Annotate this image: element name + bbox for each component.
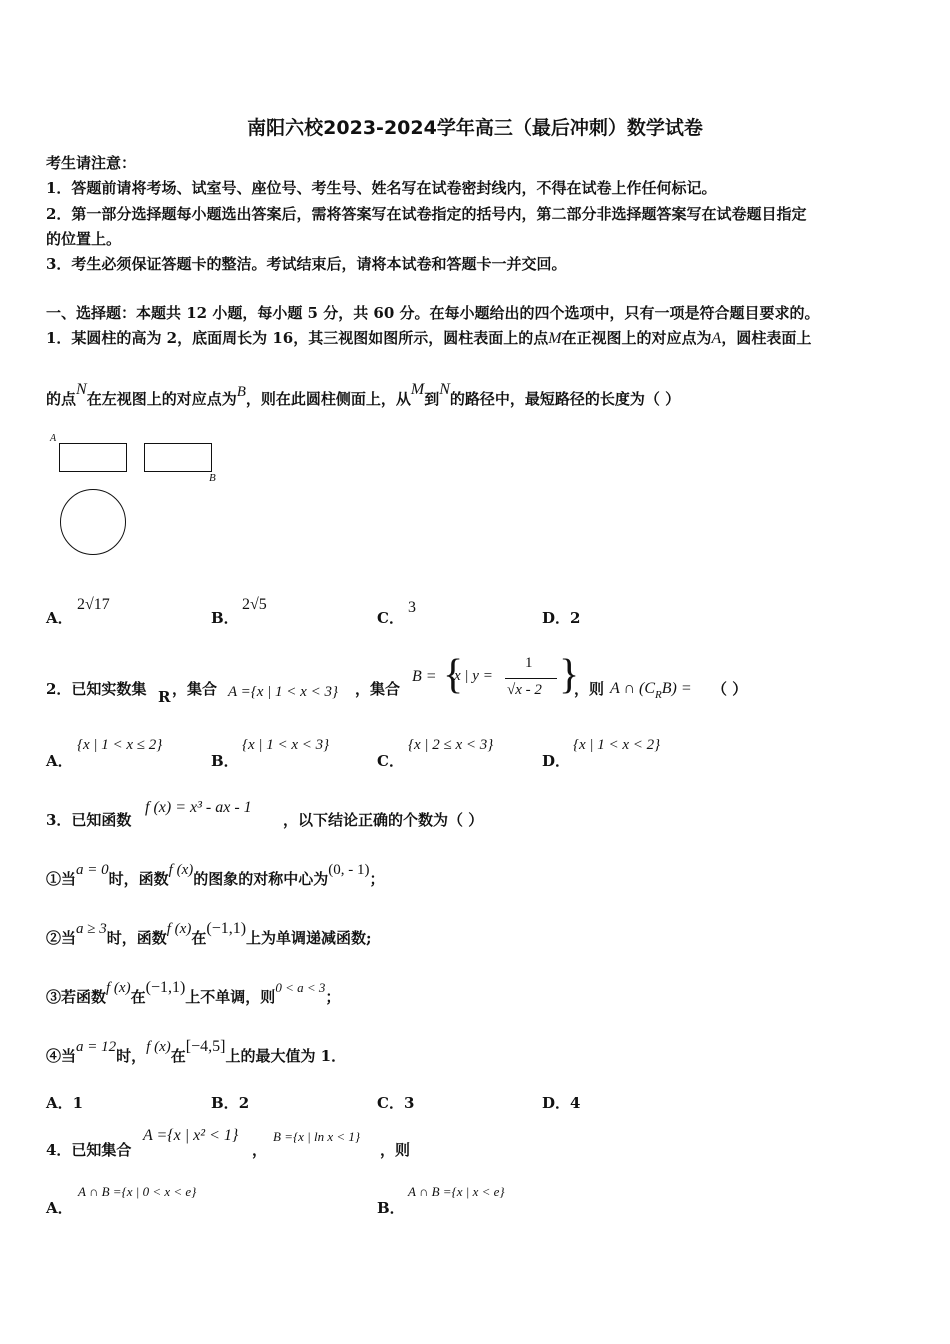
- q3-option-d-value: 4: [570, 1094, 581, 1112]
- notice-item-2-cont: 的位置上。: [46, 230, 122, 248]
- q3-s4-a: ④当: [46, 1047, 77, 1065]
- q3-s1-b: 时，函数: [108, 870, 169, 888]
- q2-set-b-label: B =: [412, 668, 437, 685]
- q3-text-2: ，以下结论正确的个数为（ ）: [283, 811, 484, 829]
- notice-item-2: 2．第一部分选择题每小题选出答案后，需将答案写在试卷指定的括号内，第二部分非选择题答案写在试卷题目指定: [46, 205, 807, 223]
- q3-s2-a: ②当: [46, 929, 77, 947]
- q3-s4-m2: f (x): [146, 1039, 171, 1055]
- q1-option-a-label: A．: [46, 609, 73, 627]
- q3-option-c-value: 3: [403, 1094, 415, 1112]
- q4-text-1: 4．已知集合: [46, 1141, 132, 1159]
- page-title: 南阳六校2023-2024学年高三（最后冲刺）数学试卷: [247, 117, 703, 139]
- q3-s4-c: 在: [170, 1047, 186, 1065]
- q3-statement-4: [46, 1038, 347, 1066]
- q4-set-b: B ={x | ln x < 1}: [273, 1129, 361, 1144]
- q2-option-b-value: {x | 1 < x < 3}: [242, 737, 330, 753]
- q2-brace-left: {: [443, 652, 464, 698]
- q3-s3-m2: (−1,1): [145, 979, 186, 996]
- q1-option-d: [542, 607, 580, 628]
- fig-label-a: A: [50, 433, 57, 444]
- top-view-circle: [60, 489, 126, 555]
- q1-option-d-label: D．: [542, 609, 571, 627]
- q2-real-set: R: [158, 688, 171, 706]
- q1-text-a: 1．某圆柱的高为 2，底面周长为 16，其三视图如图所示，圆柱表面上的点: [46, 329, 549, 347]
- q3-s2-m1: a ≥ 3: [76, 921, 107, 937]
- q3-s2-m3: (−1,1): [206, 920, 247, 937]
- q2-text-3: ，集合: [355, 680, 401, 698]
- q2-option-c-label: C．: [377, 752, 404, 770]
- q1-option-a-value: 2√17: [77, 596, 110, 613]
- q3-option-a-label: A．: [46, 1094, 73, 1112]
- q1-option-d-value: 2: [570, 609, 581, 627]
- q2-set-a: A ={x | 1 < x < 3}: [228, 684, 338, 700]
- q3-option-b-label: B．: [211, 1094, 239, 1112]
- q2-set-b-expr: x | y =: [454, 668, 493, 684]
- q1-option-c-value: 3: [408, 599, 416, 616]
- q1-text-c: ，圆柱表面上: [721, 329, 812, 347]
- q1-text-h: 的路径中，最短路径的长度为（ ）: [449, 390, 681, 408]
- q3-s1-m3: (0, - 1): [328, 862, 370, 878]
- q1-option-b-value: 2√5: [242, 596, 267, 613]
- fig-label-b: B: [209, 472, 216, 484]
- q2-option-d-value: {x | 1 < x < 2}: [573, 737, 661, 753]
- q1-point-m2: M: [410, 381, 425, 398]
- notice-heading: 考生请注意：: [46, 154, 137, 172]
- q3-s4-m1: a = 12: [76, 1039, 117, 1055]
- q3-s3-m3: 0 < a < 3: [275, 980, 326, 995]
- q3-s2-b: 时，函数: [106, 929, 167, 947]
- q2-fraction-bar: [505, 678, 557, 679]
- q1-point-b: B: [236, 384, 246, 400]
- q2-expr-start: A ∩ (C: [610, 680, 656, 697]
- front-view-rect: [59, 443, 127, 472]
- side-view-rect: [144, 443, 212, 472]
- q3-s1-a: ①当: [46, 870, 77, 888]
- q4-set-a: A ={x | x² < 1}: [143, 1127, 239, 1144]
- q2-brace-right: }: [559, 652, 580, 698]
- q3-statement-2: [46, 920, 372, 948]
- q3-s1-m2: f (x): [168, 862, 194, 878]
- q3-s3-b: 在: [130, 988, 146, 1006]
- notice-item-3: 3．考生必须保证答题卡的整洁。考试结束后，请将本试卷和答题卡一并交回。: [46, 255, 567, 273]
- q3-s4-b: 时，: [116, 1047, 147, 1065]
- q3-text-1: 3．已知函数: [46, 811, 132, 829]
- q3-s3-m1: f (x): [106, 980, 131, 996]
- q4-text-2: ，则: [380, 1141, 411, 1159]
- q2-expr-end: B) =: [661, 680, 692, 697]
- q1-text-e: 在左视图上的对应点为: [86, 390, 237, 408]
- q3-option-d: [542, 1092, 580, 1113]
- q3-s3-a: ③若函数: [46, 988, 107, 1006]
- q1-line1: [46, 327, 811, 348]
- q3-s1-c: 的图象的对称中心为: [193, 870, 329, 888]
- q2-option-d-label: D．: [542, 752, 571, 770]
- q4-option-b-label: B．: [377, 1199, 405, 1217]
- q4-separator: ，: [252, 1141, 268, 1159]
- q1-text-g: 到: [424, 390, 440, 408]
- q2-option-a-label: A．: [46, 752, 73, 770]
- q1-option-c-label: C．: [377, 609, 404, 627]
- q3-s2-m2: f (x): [166, 921, 192, 937]
- q3-option-b: [211, 1092, 249, 1113]
- q2-fraction-num: 1: [525, 655, 533, 671]
- q3-option-a: [46, 1092, 83, 1113]
- q3-statement-1: [46, 862, 385, 889]
- q2-text-1: 2．已知实数集: [46, 680, 147, 698]
- q3-s4-d: 上的最大值为 1．: [225, 1047, 347, 1065]
- q2-option-b-label: B．: [211, 752, 239, 770]
- q3-option-c-label: C．: [377, 1094, 404, 1112]
- q1-point-a: A: [711, 330, 722, 347]
- q1-option-b-label: B．: [211, 609, 239, 627]
- q2-text-2: ，集合: [172, 680, 218, 698]
- q2-option-c-value: {x | 2 ≤ x < 3}: [408, 737, 494, 753]
- q3-s1-d: ；: [369, 870, 385, 888]
- q4-option-b-value: A ∩ B ={x | x < e}: [408, 1184, 505, 1199]
- q1-point-m: M: [548, 330, 562, 347]
- q2-fraction-den: √x - 2: [507, 682, 542, 698]
- q1-point-n: N: [76, 381, 87, 398]
- notice-item-1: 1．答题前请将考场、试室号、座位号、考生号、姓名写在试卷密封线内，不得在试卷上作任何标记。: [46, 179, 717, 197]
- q3-s3-c: 上不单调，则: [185, 988, 276, 1006]
- q4-option-a-value: A ∩ B ={x | 0 < x < e}: [78, 1184, 197, 1199]
- q1-text-f: ，则在此圆柱侧面上，从: [245, 390, 411, 408]
- q1-text-d: 的点: [46, 390, 77, 408]
- q3-s1-m1: a = 0: [76, 862, 109, 878]
- q3-option-c: [377, 1092, 414, 1113]
- q3-option-d-label: D．: [542, 1094, 571, 1112]
- q3-s2-c: 在: [191, 929, 207, 947]
- q3-s4-m3: [−4,5]: [185, 1038, 226, 1055]
- q3-s2-d: 上为单调递减函数;: [246, 929, 372, 947]
- q2-expr-sub: R: [655, 689, 662, 701]
- q2-answer-paren: （ ）: [712, 680, 748, 698]
- q1-point-n2: N: [439, 381, 450, 398]
- q3-option-a-value: 1: [72, 1094, 84, 1112]
- q3-s3-d: ；: [325, 988, 341, 1006]
- q3-function: f (x) = x³ - ax - 1: [145, 799, 252, 816]
- section-heading: 一、选择题：本题共 12 小题，每小题 5 分，共 60 分。在每小题给出的四个选项中，只有一项是符合题目要求的。: [46, 304, 820, 322]
- q2-option-a-value: {x | 1 < x ≤ 2}: [77, 737, 163, 753]
- q4-option-a-label: A．: [46, 1199, 73, 1217]
- q2-expression: [610, 680, 692, 701]
- q1-line2: [46, 381, 681, 409]
- q1-text-b: 在正视图上的对应点为: [561, 329, 712, 347]
- q3-option-b-value: 2: [238, 1094, 250, 1112]
- q3-statement-3: [46, 979, 341, 1007]
- q2-text-4: ，则: [574, 680, 605, 698]
